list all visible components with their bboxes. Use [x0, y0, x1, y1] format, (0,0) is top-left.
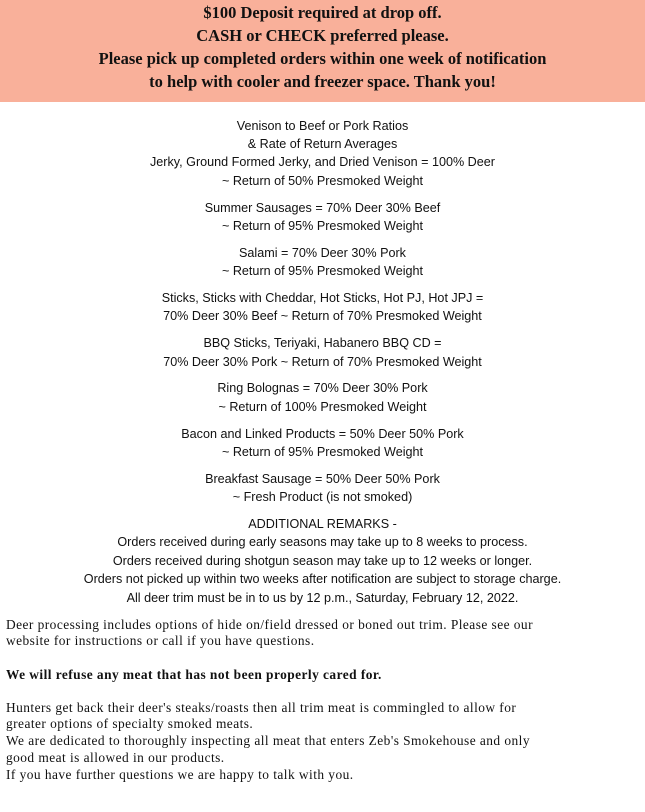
closing-line: We are dedicated to thoroughly inspecting all meat that enters Zeb's Smokehouse and only [6, 733, 530, 748]
remarks-line: Orders received during early seasons may take up to 8 weeks to process. [117, 535, 528, 549]
ratio-item-line: Jerky, Ground Formed Jerky, and Dried Venison = 100% Deer [150, 155, 495, 169]
processing-line: website for instructions or call if you have questions. [6, 633, 315, 648]
ratios-subheading: & Rate of Return Averages [247, 137, 398, 151]
banner-line: $100 Deposit required at drop off. [203, 3, 442, 22]
ratio-item-line: BBQ Sticks, Teriyaki, Habanero BBQ CD = [203, 336, 442, 350]
remarks-line: All deer trim must be in to us by 12 p.m., Saturday, February 12, 2022. [126, 591, 519, 605]
ratio-item-line: Breakfast Sausage = 50% Deer 50% Pork [205, 472, 440, 486]
remarks-title: ADDITIONAL REMARKS - [248, 517, 397, 531]
processing-line: Deer processing includes options of hide on/field dressed or boned out trim. Please see our [6, 617, 533, 632]
closing-line: If you have further questions we are happy to talk with you. [6, 767, 354, 782]
ratio-item-line: Salami = 70% Deer 30% Pork [239, 246, 406, 260]
ratio-item-line: ~ Return of 50% Presmoked Weight [221, 174, 424, 188]
ratio-item-line: ~ Return of 95% Presmoked Weight [221, 445, 424, 459]
ratio-item-line: ~ Return of 95% Presmoked Weight [221, 264, 424, 278]
closing-line: Hunters get back their deer's steaks/roasts then all trim meat is commingled to allow for [6, 700, 517, 715]
ratio-item-line: ~ Return of 100% Presmoked Weight [218, 400, 427, 414]
ratio-item-line: Ring Bolognas = 70% Deer 30% Pork [217, 381, 428, 395]
ratio-item-line: Bacon and Linked Products = 50% Deer 50% Pork [181, 427, 464, 441]
remarks-line: Orders not picked up within two weeks after notification are subject to storage charge. [83, 572, 562, 586]
remarks-line: Orders received during shotgun season may take up to 12 weeks or longer. [112, 554, 533, 568]
ratio-item-line: Summer Sausages = 70% Deer 30% Beef [204, 201, 441, 215]
closing-line: greater options of specialty smoked meats. [6, 716, 254, 731]
ratio-item-line: 70% Deer 30% Beef ~ Return of 70% Presmoked Weight [163, 309, 482, 323]
refuse-notice-text: We will refuse any meat that has not been properly cared for. [6, 667, 382, 682]
ratio-item-line: ~ Return of 95% Presmoked Weight [221, 219, 424, 233]
closing-line: good meat is allowed in our products. [6, 750, 225, 765]
banner-line: to help with cooler and freezer space. Thank you! [149, 72, 496, 91]
banner-line: Please pick up completed orders within one week of notification [98, 49, 547, 68]
ratios-heading: Venison to Beef or Pork Ratios [236, 119, 409, 133]
banner-line: CASH or CHECK preferred please. [196, 26, 449, 45]
ratio-item-line: 70% Deer 30% Pork ~ Return of 70% Presmoked Weight [163, 355, 482, 369]
ratio-item-line: Sticks, Sticks with Cheddar, Hot Sticks, Hot PJ, Hot JPJ = [161, 291, 484, 305]
ratio-item-line: ~ Fresh Product (is not smoked) [232, 490, 413, 504]
deposit-banner [0, 0, 645, 102]
